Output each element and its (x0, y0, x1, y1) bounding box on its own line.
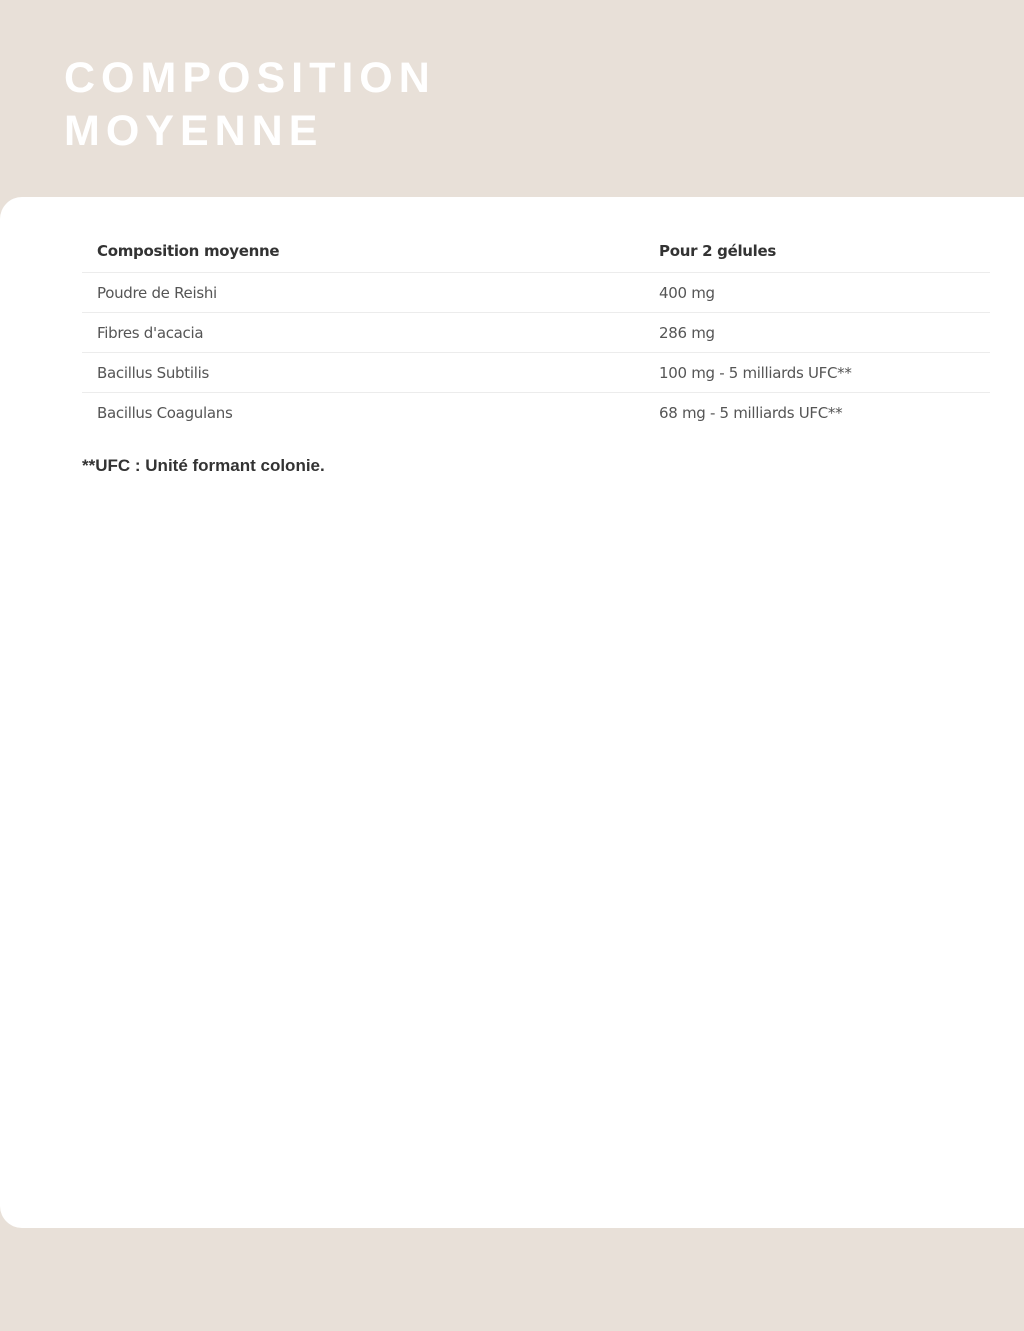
ingredient-dose: 286 mg (644, 313, 990, 353)
page-title-line-1: COMPOSITION (64, 54, 436, 102)
footnote: **UFC : Unité formant colonie. (82, 456, 325, 475)
table-header-row (82, 229, 990, 273)
page-title-line-2: MOYENNE (64, 107, 324, 155)
column-header-dose: Pour 2 gélules (644, 229, 990, 273)
table-row (82, 313, 990, 353)
table-row (82, 353, 990, 393)
table-row (82, 273, 990, 313)
page-title (64, 52, 436, 158)
ingredient-dose: 400 mg (644, 273, 990, 313)
content-card (0, 197, 1024, 1228)
ingredient-name: Bacillus Subtilis (82, 353, 644, 393)
table-row (82, 393, 990, 433)
ingredient-name: Poudre de Reishi (82, 273, 644, 313)
ingredient-dose: 100 mg - 5 milliards UFC** (644, 353, 990, 393)
ingredient-name: Bacillus Coagulans (97, 403, 233, 422)
ingredient-dose: 68 mg - 5 milliards UFC** (659, 403, 843, 422)
composition-table (82, 229, 990, 432)
ingredient-name: Fibres d'acacia (82, 313, 644, 353)
column-header-composition: Composition moyenne (82, 229, 644, 273)
